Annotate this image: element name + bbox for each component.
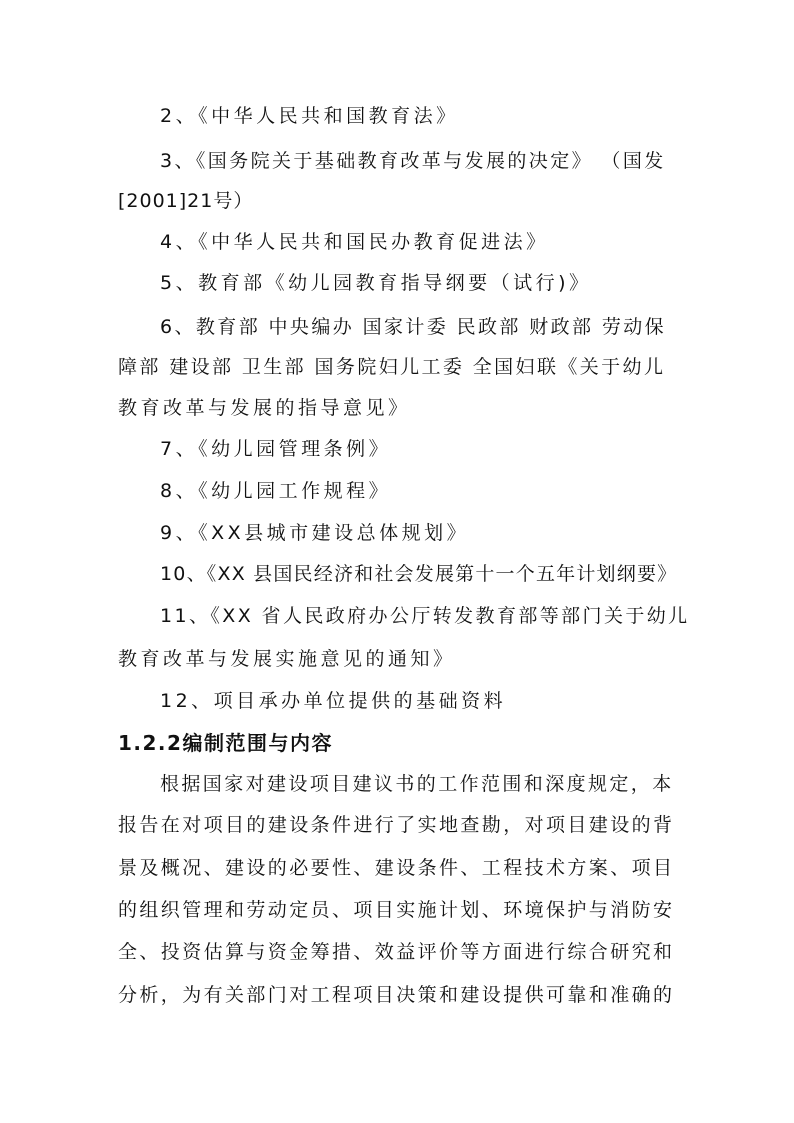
reference-item-11-line-2: 教育改革与发展实施意见的通知》	[118, 648, 456, 670]
reference-item-9: 9、《XX县城市建设总体规划》	[160, 522, 470, 544]
reference-item-7: 7、《幼儿园管理条例》	[160, 438, 392, 460]
reference-item-6-line-3: 教育改革与发展的指导意见》	[118, 397, 411, 419]
reference-item-4: 4、《中华人民共和国民办教育促进法》	[160, 231, 549, 253]
body-paragraph-line-2: 报告在对项目的建设条件进行了实地查勘，对项目建设的背	[118, 814, 675, 836]
body-paragraph-line-4: 的组织管理和劳动定员、项目实施计划、环境保护与消防安	[118, 899, 675, 921]
reference-item-10: 10、《XX 县国民经济和社会发展第十一个五年计划纲要》	[160, 563, 678, 585]
reference-item-11-line-1: 11、《XX 省人民政府办公厅转发教育部等部门关于幼儿	[160, 605, 690, 627]
body-paragraph-line-3: 景及概况、建设的必要性、建设条件、工程技术方案、项目	[118, 857, 675, 879]
reference-item-6-line-2: 障部 建设部 卫生部 国务院妇儿工委 全国妇联《关于幼儿	[118, 356, 666, 378]
reference-item-3-line-1: 3、《国务院关于基础教育改革与发展的决定》 （国发	[160, 150, 666, 172]
reference-item-3-line-2: [2001]21号）	[118, 190, 254, 212]
reference-item-6-line-1: 6、教育部 中央编办 国家计委 民政部 财政部 劳动保	[160, 316, 667, 338]
section-heading: 1.2.2编制范围与内容	[118, 731, 333, 755]
reference-item-5: 5、教育部《幼儿园教育指导纲要（试行)》	[160, 272, 592, 294]
body-paragraph-line-1: 根据国家对建设项目建议书的工作范围和深度规定，本	[160, 773, 674, 795]
reference-item-12: 12、项目承办单位提供的基础资料	[160, 690, 507, 712]
reference-item-2: 2、《中华人民共和国教育法》	[160, 105, 459, 127]
reference-item-8: 8、《幼儿园工作规程》	[160, 480, 392, 502]
body-paragraph-line-6: 分析，为有关部门对工程项目决策和建设提供可靠和准确的	[118, 984, 675, 1006]
body-paragraph-line-5: 全、投资估算与资金筹措、效益评价等方面进行综合研究和	[118, 941, 675, 963]
